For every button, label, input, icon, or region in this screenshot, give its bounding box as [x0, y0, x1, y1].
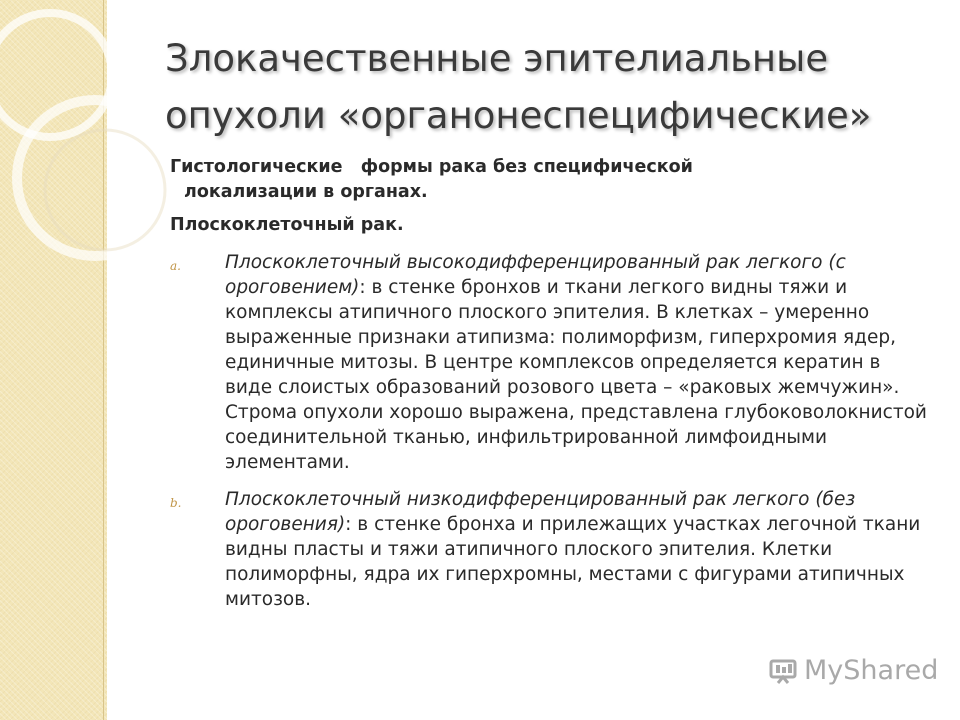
item-title: Плоскоклеточный низкодифференцированный рак легкого (без ороговения): [225, 489, 856, 535]
list-marker: b.: [170, 496, 182, 510]
item-title: Плоскоклеточный высокодифференцированный рак легкого (с ороговением): [225, 252, 846, 298]
intro-line-1: Гистологические формы рака без специфической: [170, 157, 693, 177]
item-text: : в стенке бронха и прилежащих участках легочной ткани видны пласты и тяжи атипичного плоского эпителия. Клетки полиморфны, ядра их гиперхромны, местами с фигурами атипичных митозов.: [225, 514, 921, 610]
slide-body: [170, 155, 930, 624]
list-marker: a.: [170, 259, 181, 273]
title-line-2: опухоли «органонеспецифические»: [165, 94, 872, 137]
list-item: [170, 487, 930, 612]
intro-paragraph: [170, 155, 930, 205]
watermark-text: MyShared: [804, 655, 939, 686]
watermark: [768, 655, 938, 686]
subheading: Плоскоклеточный рак.: [170, 215, 404, 235]
slide-title: [165, 30, 935, 144]
presentation-board-icon: [768, 656, 798, 686]
item-text: : в стенке бронхов и ткани легкого видны тяжи и комплексы атипичного плоского эпителия. В клетках – умеренно выраженные признаки атипизма: полиморфизм, гиперхромия ядер, единичные митозы. В центре комплексов определяется кератин в виде слоистых образований розового цвета – «раковых жемчужин». Строма опухоли хорошо выражена, представлена глубоковолокнистой соединительной тканью, инфильтрированной лимфоидными элементами.: [225, 277, 927, 473]
intro-line-2: локализации в органах.: [184, 182, 428, 202]
list-item: [170, 250, 930, 475]
title-line-1: Злокачественные эпителиальные: [165, 37, 829, 80]
